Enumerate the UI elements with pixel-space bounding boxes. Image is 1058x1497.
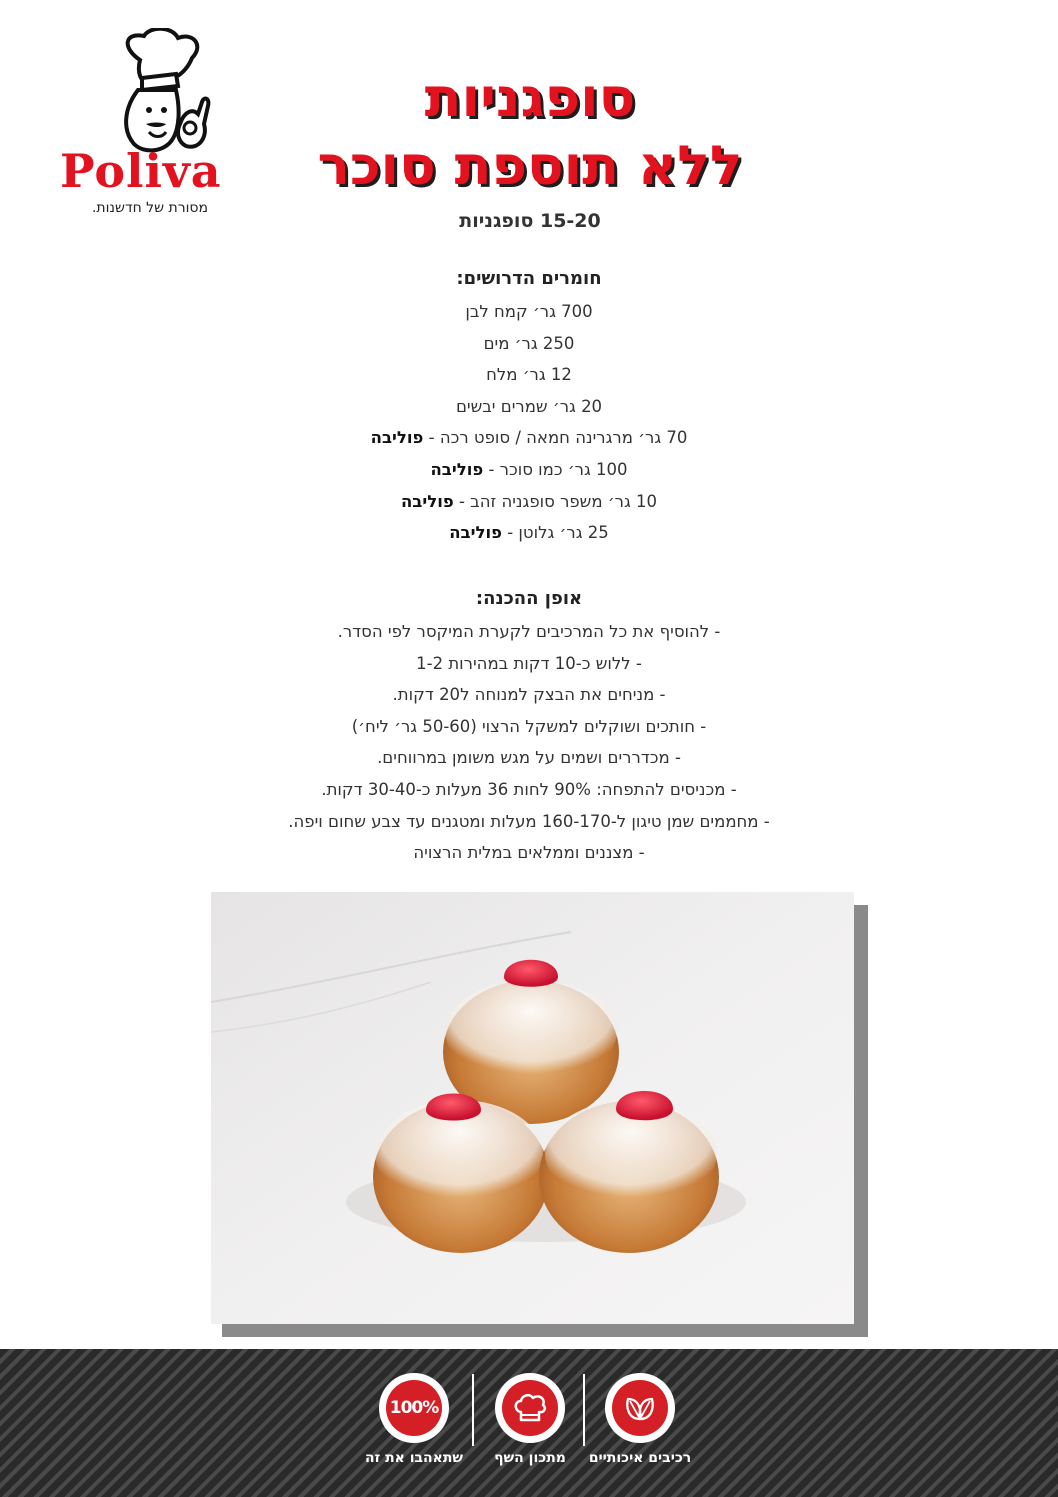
ingredients-list — [229, 296, 829, 549]
ingredient-item: 100 גר׳ כמו סוכר - פוליבה — [430, 459, 628, 479]
preparation-step: - להוסיף את כל המרכיבים לקערת המיקסר לפי הסדר. — [337, 622, 721, 641]
ingredient-item: 10 גר׳ משפר סופגניה זהב - פוליבה — [400, 491, 658, 511]
chef-hat-icon — [512, 1392, 548, 1424]
preparation-steps — [229, 616, 829, 869]
ingredient-item: 25 גר׳ גלוטן - פוליבה — [449, 523, 609, 543]
preparation-heading: אופן ההכנה: — [475, 588, 583, 609]
badge-label-chef: מתכון השף — [494, 1450, 566, 1466]
ingredient-item: 20 גר׳ שמרים יבשים — [455, 396, 603, 416]
ingredient-item: 250 גר׳ מים — [483, 333, 575, 353]
ingredient-item: 70 גר׳ מרגרינה חמאה / סופט רכה - פוליבה — [370, 428, 688, 448]
badge-label-quality: רכיבים איכותיים — [588, 1450, 692, 1466]
ingredient-item: 12 גר׳ מלח — [486, 365, 572, 385]
recipe-title-line2: ללא תוספת סוכר — [317, 134, 743, 197]
preparation-step: - מצננים וממלאים במלית הרצויה — [413, 843, 645, 863]
preparation-step: - מחממים שמן טיגון ל-160-170 מעלות ומטגנים עד צבע שחום ויפה. — [288, 811, 770, 831]
leaves-icon — [622, 1391, 658, 1425]
ingredient-item: 700 גר׳ קמח לבן — [465, 302, 593, 321]
badge-label-love: שתאהבו את זה — [364, 1450, 464, 1466]
preparation-step: - מניחים את הבצק למנוחה ל20 דקות. — [392, 685, 666, 705]
poliva-logo — [52, 28, 267, 233]
preparation-step: - מכדררים ושמים על מגש משומן במרווחים. — [377, 748, 681, 768]
preparation-step: - ללוש כ-10 דקות במהירות 1-2 — [416, 653, 642, 673]
logo-tagline: מסורת של חדשנות. — [91, 200, 209, 216]
preparation-step: - מכניסים להתפחה: 90% לחות 36 מעלות כ-30-40 דקות. — [321, 779, 737, 799]
preparation-step: - חותכים ושוקלים למשקל הרצוי (50-60 גר׳ ליח׳) — [351, 716, 707, 736]
footer-divider — [472, 1374, 474, 1446]
ingredients-heading: חומרים הדרושים: — [456, 268, 602, 289]
recipe-title-line1: סופגניות — [424, 66, 636, 129]
100-percent-badge — [379, 1373, 449, 1443]
servings: 15-20 סופגניות — [459, 210, 601, 232]
chef-badge — [495, 1373, 565, 1443]
logo-text: Poliva — [60, 144, 222, 198]
quality-badge — [605, 1373, 675, 1443]
donuts-photo — [211, 892, 854, 1324]
100-percent-icon: 100% — [389, 1398, 439, 1418]
footer-divider — [583, 1374, 585, 1446]
